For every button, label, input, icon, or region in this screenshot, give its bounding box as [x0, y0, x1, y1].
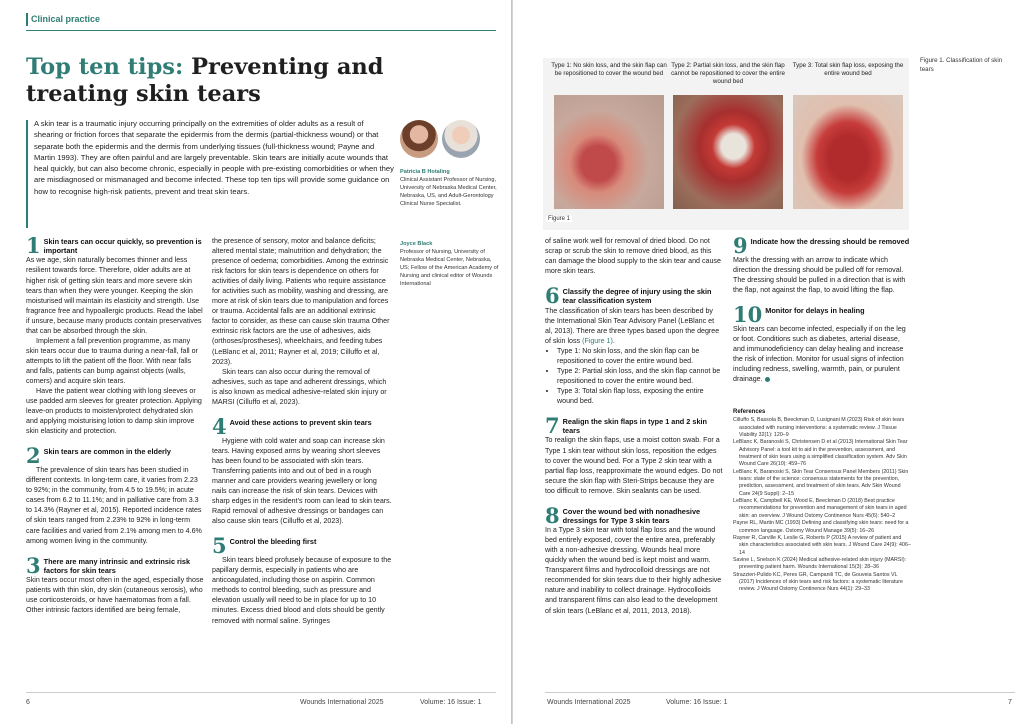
list-item: • Type 2: Partial skin loss, and the skin flap cannot be repositioned to cover the entire wound bed.: [557, 366, 723, 386]
column-4: [733, 230, 913, 384]
title-rest: Preventing and treating skin tears: [26, 54, 384, 107]
tip-number: 8: [545, 502, 560, 528]
author-bio: Clinical Assistant Professor of Nursing, University of Nebraska Medical Center, Nebraska, US, and Adult-Gerontology Clinical Nurse Specialist.: [400, 177, 497, 207]
reference-item: LeBlanc K, Baranoski S, Skin Tear Consensus Panel Members (2011) Skin tears: state of the science: consensus statements for the prevention, prediction, assessment, and treatment of skin tears. Adv Skin Wound Care 24(9 Suppl): 2–15: [733, 468, 909, 497]
tip-title: Avoid these actions to prevent skin tears: [229, 417, 372, 427]
column-3: [545, 236, 723, 616]
list-item: • Type 1: No skin loss, and the skin flap can be repositioned to cover the entire wound bed.: [557, 346, 723, 366]
skin-tear-type-3-photo: [793, 95, 903, 209]
section-label: Clinical practice: [31, 14, 101, 24]
paragraph: [733, 324, 913, 384]
footer-rule: [26, 692, 496, 693]
author-photo-2: [442, 120, 480, 158]
skin-tear-type-1-photo: [554, 95, 664, 209]
tip-title: Skin tears are common in the elderly: [43, 447, 171, 457]
author-1: [400, 168, 500, 208]
list-item: • Type 3: Total skin flap loss, exposing the entire wound bed.: [557, 386, 723, 406]
journal-name: Wounds International 2025: [547, 699, 631, 706]
paragraph: To realign the skin flaps, use a moist cotton swab. For a Type 1 skin tear without skin loss, reposition the edges to cover the wound bed. For a Type 2 skin tear with a partial flap loss, reapproximate the wound edges. Do not secure the skin flap with Steri-Strips because they are too difficult to remove. Skin sealants can be used.: [545, 436, 723, 495]
article-title: [26, 54, 486, 108]
skin-tear-type-2-photo: [673, 95, 783, 209]
tip-number: 10: [733, 302, 763, 328]
reference-item: Rayner R, Carville K, Leslie G, Roberts P (2015) A review of patient and skin characteristics associated with skin tears. J Wound Care 24(9): 406–14: [733, 534, 911, 556]
tip-6-heading: [545, 283, 723, 309]
paragraph: Have the patient wear clothing with long sleeves or use padded arm sleeves for greater protection. Applying leave-on products to moisten/protect dehydrated skin and applying moisturising lotion to damp skin improve skin elasticity and protection.: [26, 387, 202, 436]
tip-title: Indicate how the dressing should be removed: [750, 237, 910, 246]
paragraph: As we age, skin naturally becomes thinner and less resilient towards force. Therefore, older adults are at higher risk of getting skin tears and more severe skin tears than when they were younger. Keeping the skin moisturised will maintain its elasticity and strength. Use fragrance free and hypoallergic products. Read the label if unsure, because many products contain preservatives that can be absorbed through the skin.: [26, 256, 203, 335]
intro-text: A skin tear is a traumatic injury occurring principally on the extremities of older adults as a result of shearing or friction forces that separate the epidermis from the dermis (partial-thickness wound) or that separate both the epidermis and the dermis from underlying tissues (full-thickness wound; Payne and Martin 1993). They are often painful and are largely preventable. Skin tears are initially acute wounds that heal quickly, but can also become chronic, especially in people with pre-existing comorbidities or when they are misdiagnosed or mismanaged and become infected. These top ten tips will provide some guidance on how to recognise high-risk patients, prevent and treat skin tears.: [34, 119, 394, 196]
author-name: Patricia B Hotaling: [400, 169, 450, 175]
figure-caption: Figure 1. Classification of skin tears: [920, 57, 1003, 73]
tip-number: 9: [733, 233, 748, 258]
journal-issue: Volume: 16 Issue: 1: [420, 699, 482, 706]
tip-title: Realign the skin flaps in type 1 and 2 skin tears: [562, 417, 707, 436]
references-heading: References: [733, 409, 766, 415]
tip-2-heading: [26, 443, 204, 469]
paragraph: Skin tears occur most often in the aged, especially those patients with thin skin, dry skin (cutaneous xerosis), who use corticosteroids, or have haematomas from a fall. Other intrinsic factors identified are being female,: [26, 576, 204, 615]
author-bio: Professor of Nursing, University of Nebraska Medical Center, Nebraska, US; Fellow of the American Academy of Nursing and clinical editor of Wounds International: [400, 249, 499, 287]
author-2: [400, 240, 500, 288]
left-page: [0, 0, 511, 724]
paragraph: the presence of sensory, motor and balance deficits; altered mental state; malnutrition and dehydration; the presence of oedema; comorbidities. Among the extrinsic risk factors for skin tears is dependence on others for activities of daily living. Patients who require assistance for activities such as mobility, washing and dressing, are more at risk of skin tears due to manipulation and forces or trauma. Accidental falls are an additional extrinsic factor to consider, as these can cause skin trauma Other extrinsic risk factors are the use of adhesives, aids (orthoses/prostheses), wheelchairs, and feeding tubes (LeBlanc et al, 2011; Rayner et al, 2019; Cilluffo et al, 2023).: [212, 237, 390, 366]
tip-title: Monitor for delays in healing: [765, 306, 865, 316]
figure-type-2-caption: Type 2: Partial skin loss, and the skin flap cannot be repositioned to cover the entire wound bed: [671, 62, 785, 86]
tip-number: 1: [26, 233, 41, 258]
tip-number: 7: [545, 413, 560, 439]
author-name: Joyce Black: [400, 241, 433, 247]
tip-title: Classify the degree of injury using the skin tear classification system: [562, 287, 712, 306]
tip-number: 6: [545, 283, 560, 309]
tip-9-heading: [733, 233, 913, 258]
reference-item: Payne RL, Martin MC (1993) Defining and classifying skin tears: need for a common language. Ostomy Wound Manage 39(5): 16–26: [733, 520, 909, 534]
author-photo-1: [400, 120, 438, 158]
reference-item: LeBlanc K, Baranoski S, Christensen D et al (2013) International Skin Tear Advisory Panel: a tool kit to aid in the prevention, assessment, and treatment of skin tears using a simplified classification system. Adv Skin Wound Care 26(10): 459–76: [733, 439, 908, 468]
tip-title: Cover the wound bed with nonadhesive dressings for Type 3 skin tears: [562, 506, 701, 525]
tip-title: Control the bleeding first: [229, 537, 317, 547]
tip-1-heading: [26, 233, 204, 258]
tip-7-heading: [545, 413, 723, 439]
classification-list: [545, 346, 723, 406]
column-1: [26, 230, 204, 615]
column-2: [212, 236, 392, 626]
figure-type-1-caption: Type 1: No skin loss, and the skin flap can be repositioned to cover the wound bed: [551, 62, 667, 78]
tip-8-heading: [545, 502, 723, 528]
journal-issue: Volume: 16 Issue: 1: [666, 699, 728, 706]
tip-title: Skin tears can occur quickly, so prevention is important: [43, 237, 202, 256]
paragraph: Mark the dressing with an arrow to indicate which direction the dressing should be pulled off for removal. The dressing should be pulled in a direction that is with the flap, not against the flap, to avoid lifting the flap.: [733, 256, 906, 295]
tip-number: 5: [212, 533, 227, 559]
paragraph: Implement a fall prevention programme, as many skin tears occur due to trauma during a near-fall, fall or attempts to lift the patient off the floor. With near falls and falls, patients can bump against objects (walls, corners) and acquire skin tears.: [26, 336, 198, 385]
paragraph: The prevalence of skin tears has been studied in different contexts. In long-term care, it varies from 2.23 to 92%; in the community, from 4.5 to 19.5%; in acute cases from 6.2 to 11.1%; and in palliative care from 3.3 to 14.3% (Rayner et al, 2015). Reported incidence rates of skin tears ranged from 2.23% to 92% in long-term care facilities and varied from 2.1% among men to 4.6% among women living in the community.: [26, 466, 202, 545]
reference-item: LeBlanc K, Campbell KE, Wood E, Beeckman D (2018) Best practice recommendations for prevention and management of skin tears in aged skin: an overview. J Wound Ostomy Continence Nurs 45(6): 540–2: [733, 498, 907, 519]
intro-bar: [26, 120, 28, 228]
section-bar: [26, 13, 28, 26]
tip-6-text: The classification of skin tears has been described by the International Skin Tear Advisory Panel (LeBlanc et al, 2013). There are three types based upon the degree of skin loss: [545, 306, 720, 345]
footer-rule: [545, 692, 1015, 693]
figure-type-3-caption: Type 3: Total skin flap loss, exposing the entire wound bed: [792, 62, 904, 78]
reference-item: Cilluffo S, Bassola B, Beeckman D, Lusignani M (2023) Risk of skin tears associated with nursing interventions: a systematic review. J Tissue Viability 32(1): 120–9: [733, 417, 905, 439]
figure-label: Figure 1: [548, 216, 571, 222]
paragraph: of saline work well for removal of dried blood. Do not scrap or scrub the skin to remove dried blood, as this can damage the blood supply to the skin tear and cause more skin tears.: [545, 237, 721, 276]
figure-reference-link[interactable]: (Figure 1): [582, 336, 613, 345]
tip-title: There are many intrinsic and extrinsic risk factors for skin tears: [43, 556, 191, 575]
paragraph: Hygiene with cold water and soap can increase skin tears. Having exposed arms by wearing short sleeves has been found to be associated with skin tears. Transferring patients into and out of bed in a rough manner and care providers wearing jewellery or long nails can increase the risk of skin tears. Devices with sharp edges in the resident’s room can lead to skin tears. Rapid removal of adhesive dressings or bandages can also cause skin tears (Cilluffo et al, 2023).: [212, 436, 392, 526]
page-number: 6: [26, 699, 30, 706]
paragraph: Skin tears bleed profusely because of exposure to the papillary dermis, especially in patients who are anticoagulated, including those on aspirin. Common methods to control bleeding, such as pressure and elevation usually will need to be in place for up to 10 minutes. Excess dried blood and clots should be gently removed with normal saline. Syringes: [212, 556, 392, 625]
references: [733, 409, 911, 594]
tip-10-text: Skin tears can become infected, especially if on the leg or foot. Conditions such as diabetes, arterial disease, and immunodeficiency can delay healing and increase the risk of infection. Monitor for usual signs of infection including redness, swelling, warmth, pain, or purulent drainage.: [733, 325, 906, 384]
tip-10-heading: [733, 302, 913, 328]
tip-5-heading: [212, 533, 392, 559]
reference-item: Strazzieri-Pulido KC, Peres GR, Campanili TC, de Gouveia Santos VL (2017) Incidences of skin tears and risk factors: a systematic literature review. J Wound Ostomy Continence Nurs 44(1): 29–33: [733, 571, 903, 593]
title-accent: Top ten tips:: [26, 54, 184, 80]
tip-number: 2: [26, 443, 41, 469]
tip-3-heading: [26, 552, 204, 578]
paragraph: Skin tears can also occur during the removal of adhesives, such as tape and adherent dressings, which is also known as medical adhesive-related skin injury or MARSI (Cilluffo et al, 2023).: [212, 367, 387, 406]
end-of-article-icon: [765, 377, 770, 382]
paragraph: In a Type 3 skin tear with total flap loss and the wound bed entirely exposed, cover the entire area, preferably with a non-adhesive dressing. Wounds heal more quickly when the wound bed is kept moist and warm. Transparent films and hydrocolloid dressings are not recommended for skin tears due to their highly adhesive nature and inability to collect drainage. Hydrocolloids and transparent films can also lead to the development of skin tears (LeBlanc et al, 2011, 2013, 2018).: [545, 526, 722, 615]
tip-number: 4: [212, 413, 227, 439]
reference-item: Savine L, Snelson K (2024) Medical adhesive-related skin injury (MARSI): preventing patient harm. Wounds International 15(3): 28–36: [733, 556, 907, 571]
section-rule: [26, 30, 496, 31]
tip-4-heading: [212, 413, 392, 439]
page-number: 7: [1008, 699, 1012, 706]
tip-number: 3: [26, 552, 41, 578]
journal-name: Wounds International 2025: [300, 699, 384, 706]
paragraph: The classification of skin tears has been described by the International Skin Tear Advisory Panel (LeBlanc et al, 2013). There are three types based upon the degree of skin loss (Figure 1).: [545, 306, 720, 345]
